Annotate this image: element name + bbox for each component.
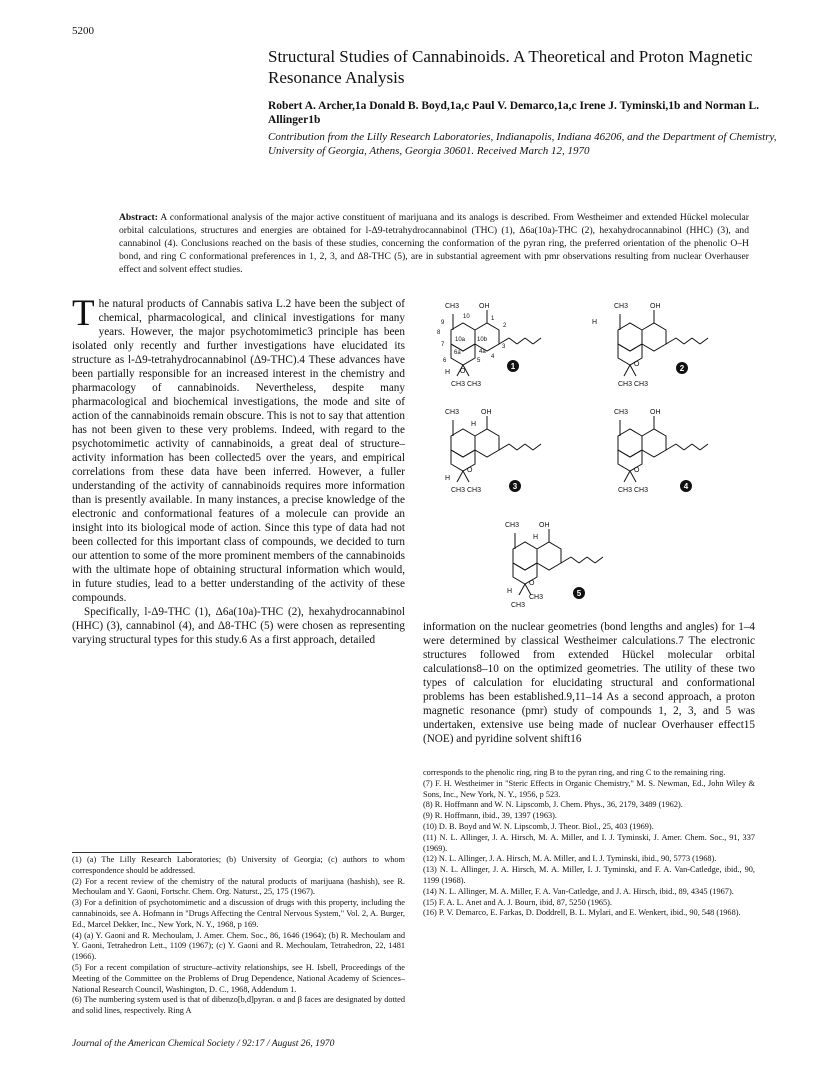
left-column-body [72,293,405,647]
s1-h: H [445,369,451,376]
s2-oh: OH [650,303,661,310]
s1-pos-6a: 6a [454,350,461,356]
s5-ch3-a: CH3 [511,602,526,609]
svg-text:1: 1 [510,362,516,371]
footnote: (10) D. B. Boyd and W. N. Lipscomb, J. Theor. Biol., 25, 403 (1969). [423,821,654,831]
s5-ch3-b: CH3 [529,594,544,601]
s3-ch3: CH3 [445,409,460,416]
structure-4-diagram [590,402,740,510]
intro-paragraph [72,293,405,605]
s1-ch3: CH3 [445,303,460,310]
footnote: (8) R. Hoffmann and W. N. Lipscomb, J. Chem. Phys., 36, 2179, 3489 (1962). [423,800,683,810]
s1-pos-1: 1 [491,316,495,322]
structure-3-diagram [423,402,553,510]
footnote: (15) F. A. L. Anet and A. J. Bourn, ibid, 87, 5250 (1965). [423,897,613,907]
structure-1-diagram [423,296,553,404]
author-list: Robert A. Archer,1a Donald B. Boyd,1a,c Paul V. Demarco,1a,c Irene J. Tyminski,1b and Norman L. Allinger1b [268,100,760,126]
s3-ch3-b: CH3 [467,487,482,494]
s5-ch3: CH3 [505,522,520,529]
structure-1-badge [507,360,519,372]
s4-ch3-a: CH3 [618,487,633,494]
s1-pos-10: 10 [463,314,470,320]
affiliation: Contribution from the Lilly Research Laboratories, Indianapolis, Indiana 46206, and the Department of Chemistry, University of Georgia, Athens, Georgia 30601. Received March 12, 1970 [268,131,777,157]
s1-pos-3: 3 [502,344,506,350]
s4-o: O [634,467,640,474]
footnote: corresponds to the phenolic ring, ring B to the pyran ring, and ring C to the remaining ring. [423,768,726,777]
s1-ch3-a: CH3 [451,381,466,388]
s3-h: H [445,475,451,482]
s1-ch3-b: CH3 [467,381,482,388]
s1-pos-10b: 10b [477,337,488,343]
footnote: (9) R. Hoffmann, ibid., 39, 1397 (1963). [423,811,557,821]
footnote: (4) (a) Y. Gaoni and R. Mechoulam, J. Amer. Chem. Soc., 86, 1646 (1964); (b) R. Mechoulam and Y. Gaoni, Tetrahedron Lett., 1109 (1967); (c) Y. Gaoni and R. Mechoulam, Tetrahedron, 22, 1481 (1966). [72,930,405,962]
structure-4-badge [680,480,692,492]
footnote: (6) The numbering system used is that of dibenzo[b,d]pyran. α and β faces are designated by dotted and solid lines, respectively. Ring A [72,995,405,1016]
structure-5-badge [573,587,585,599]
footnote: (1) (a) The Lilly Research Laboratories; (b) University of Georgia; (c) authors to whom correspondence should be addressed. [72,855,405,875]
s1-oh: OH [479,303,490,310]
s3-ch3-a: CH3 [451,487,466,494]
abstract-text: A conformational analysis of the major active constituent of marijuana and its analogs is described. From Westheimer and extended Hückel molecular orbital calculations, structures and energies are obtained for l-Δ9-tetrahydrocannabinol (THC) (1), Δ6a(10a)-THC (2), hexahydrocannabinol (HHC) (3), and cannabinol (4). Conclusions reached on the basis of these studies, concerning the conformation of the pyran ring, the preferred orientation of the phenolic O–H bond, and ring C conformational preferences in 1, 2, 3, and Δ8-THC (5), are in substantial agreement with pmr observations resulting from nuclear Overhauser effect and solvent effect studies. [119,212,749,275]
s1-pos-7: 7 [441,342,445,348]
footnote: (5) For a recent compilation of structure–activity relationships, see H. Isbell, Proceedings of the Meeting of the Committee on the Problems of Drug Dependence, National Academy of Sciences–National Research Council, Washington, D. C., 1968, Addendum 1. [72,962,405,994]
s2-ch3-a: CH3 [618,381,633,388]
footnote: (2) For a recent review of the chemistry of the natural products of marijuana (hashish), see R. Mechoulam and Y. Gaoni, Fortschr. Chem. Org. Naturst., 25, 175 (1967). [72,876,405,897]
footnote: (14) N. L. Allinger, M. A. Miller, F. A. Van-Catledge, and J. A. Hirsch, ibid., 89, 4345 (1967). [423,886,734,896]
structure-2-badge [676,362,688,374]
footnote: (3) For a definition of psychotomimetic and a discussion of drugs with this property, including the cannabinoids, see A. Hofmann in "Drugs Affecting the Central Nervous System," Vol. 2, A. Burger, Ed., Marcel Dekker, Inc., New York, N. Y., 1968, p 169. [72,898,405,929]
s3-o: O [467,467,473,474]
journal-footer: Journal of the American Chemical Society / 92:17 / August 26, 1970 [72,1038,335,1049]
s2-ch3: CH3 [614,303,629,310]
s1-pos-2: 2 [503,323,507,329]
drop-cap: T [72,293,95,334]
s2-h: H [592,319,598,326]
article-title: Structural Studies of Cannabinoids. A Theoretical and Proton Magnetic Resonance Analysis [268,47,753,87]
s5-h: H [507,588,513,595]
s1-pos-8: 8 [437,330,441,336]
s5-oh: OH [539,522,550,529]
s1-o: O [460,368,466,375]
svg-text:2: 2 [679,364,685,373]
footnote: (16) P. V. Demarco, E. Farkas, D. Doddrell, B. L. Mylari, and E. Wenkert, ibid., 90, 548 (1968). [423,908,741,918]
footnote: (13) N. L. Allinger, J. A. Hirsch, M. A. Miller, I. J. Tyminski, and F. A. Van-Catledge, ibid., 90, 1199 (1968). [423,865,755,885]
abstract [119,211,749,276]
right-column-body: information on the nuclear geometries (bond lengths and angles) for 1–4 were determined by classical Westheimer calculations.7 The electronic structures followed from extended Hückel molecular orbital calculations8–10 on the optimized geometries. The utility of these two types of calculation for elucidating structural and conformational problems has been established.9,11–14 As a second approach, a proton magnetic resonance (pmr) study of compounds 1, 2, 3, and 5 was undertaken, extensive use being made of nuclear Overhauser effect15 (NOE) and pyridine solvent shift16 [423,621,755,745]
svg-text:4: 4 [683,482,689,491]
s1-pos-4a: 4a [479,349,486,355]
s4-ch3-b: CH3 [634,487,649,494]
s3-h-top: H [471,421,477,428]
s5-h-top: H [533,534,539,541]
s4-ch3: CH3 [614,409,629,416]
s4-oh: OH [650,409,661,416]
s1-pos-10a: 10a [455,337,466,343]
s2-ch3-b: CH3 [634,381,649,388]
svg-text:5: 5 [576,589,582,598]
footnote: (11) N. L. Allinger, J. A. Hirsch, M. A. Miller, and I. J. Tyminski, J. Amer. Chem. Soc., 91, 337 (1969). [423,832,755,853]
second-paragraph: Specifically, l-Δ9-THC (1), Δ6a(10a)-THC (2), hexahydrocannabinol (HHC) (3), cannabinol (4), and Δ8-THC (5) were chosen as representing varying structural types for this study.6 As a first approach, detailed [72,606,405,646]
s3-oh: OH [481,409,492,416]
page-number: 5200 [72,25,94,37]
s2-o: O [634,361,640,368]
structure-2-diagram [590,296,740,404]
footnote: (12) N. L. Allinger, J. A. Hirsch, M. A. Miller, and I. J. Tyminski, ibid., 90, 5773 (1968). [423,854,717,864]
intro-text: he natural products of Cannabis sativa L.2 have been the subject of chemical, pharmacological, and clinical investigations for many years. However, the major psychotomimetic3 principle has been isolated only recently and further investigations have elucidated its structure as l-Δ9-tetrahydrocannabinol (Δ9-THC).4 These advances have been partially responsible for an increased interest in the chemistry and pharmacology of cannabinoids. Nevertheless, despite many pharmacological and biochemical investigations, the mode and site of action of the cannabinoids remain obscure. This is not to say that attention has not been given to these very problems. Indeed, with regard to the psychotomimetic activity of cannabinoids, a great deal of structure–activity information has been collected5 over the years, and empirical correlations from these data have been inferred. However, a fuller understanding of the activity of cannabinoids requires more information than is presently available. In many instances, a precise knowledge of the electronic and conformational features of a molecule can provide an insight into its biological mode of action. Since this type of data had not been collected for this important class of compounds, we decided to turn our attention to some of the more prominent members of the cannabinoids with the ultimate hope of obtaining structural information which would, in future studies, lead to a better understanding of the activity of these compounds. [72,298,405,604]
structure-3-badge [509,480,521,492]
footnotes-right [423,768,755,919]
footnote-rule [72,852,192,853]
footnotes-left [72,855,405,1017]
s1-pos-5: 5 [477,358,481,364]
abstract-label: Abstract: [119,212,158,223]
structure-5-diagram [485,515,615,615]
s1-pos-9: 9 [441,320,445,326]
svg-text:3: 3 [512,482,518,491]
s5-o: O [529,580,535,587]
s1-pos-4: 4 [491,354,495,360]
s1-pos-6: 6 [443,358,447,364]
footnote: (7) F. H. Westheimer in "Steric Effects in Organic Chemistry," M. S. Newman, Ed., John Wiley & Sons, Inc., New York, N. Y., 1956, p 523. [423,778,755,799]
